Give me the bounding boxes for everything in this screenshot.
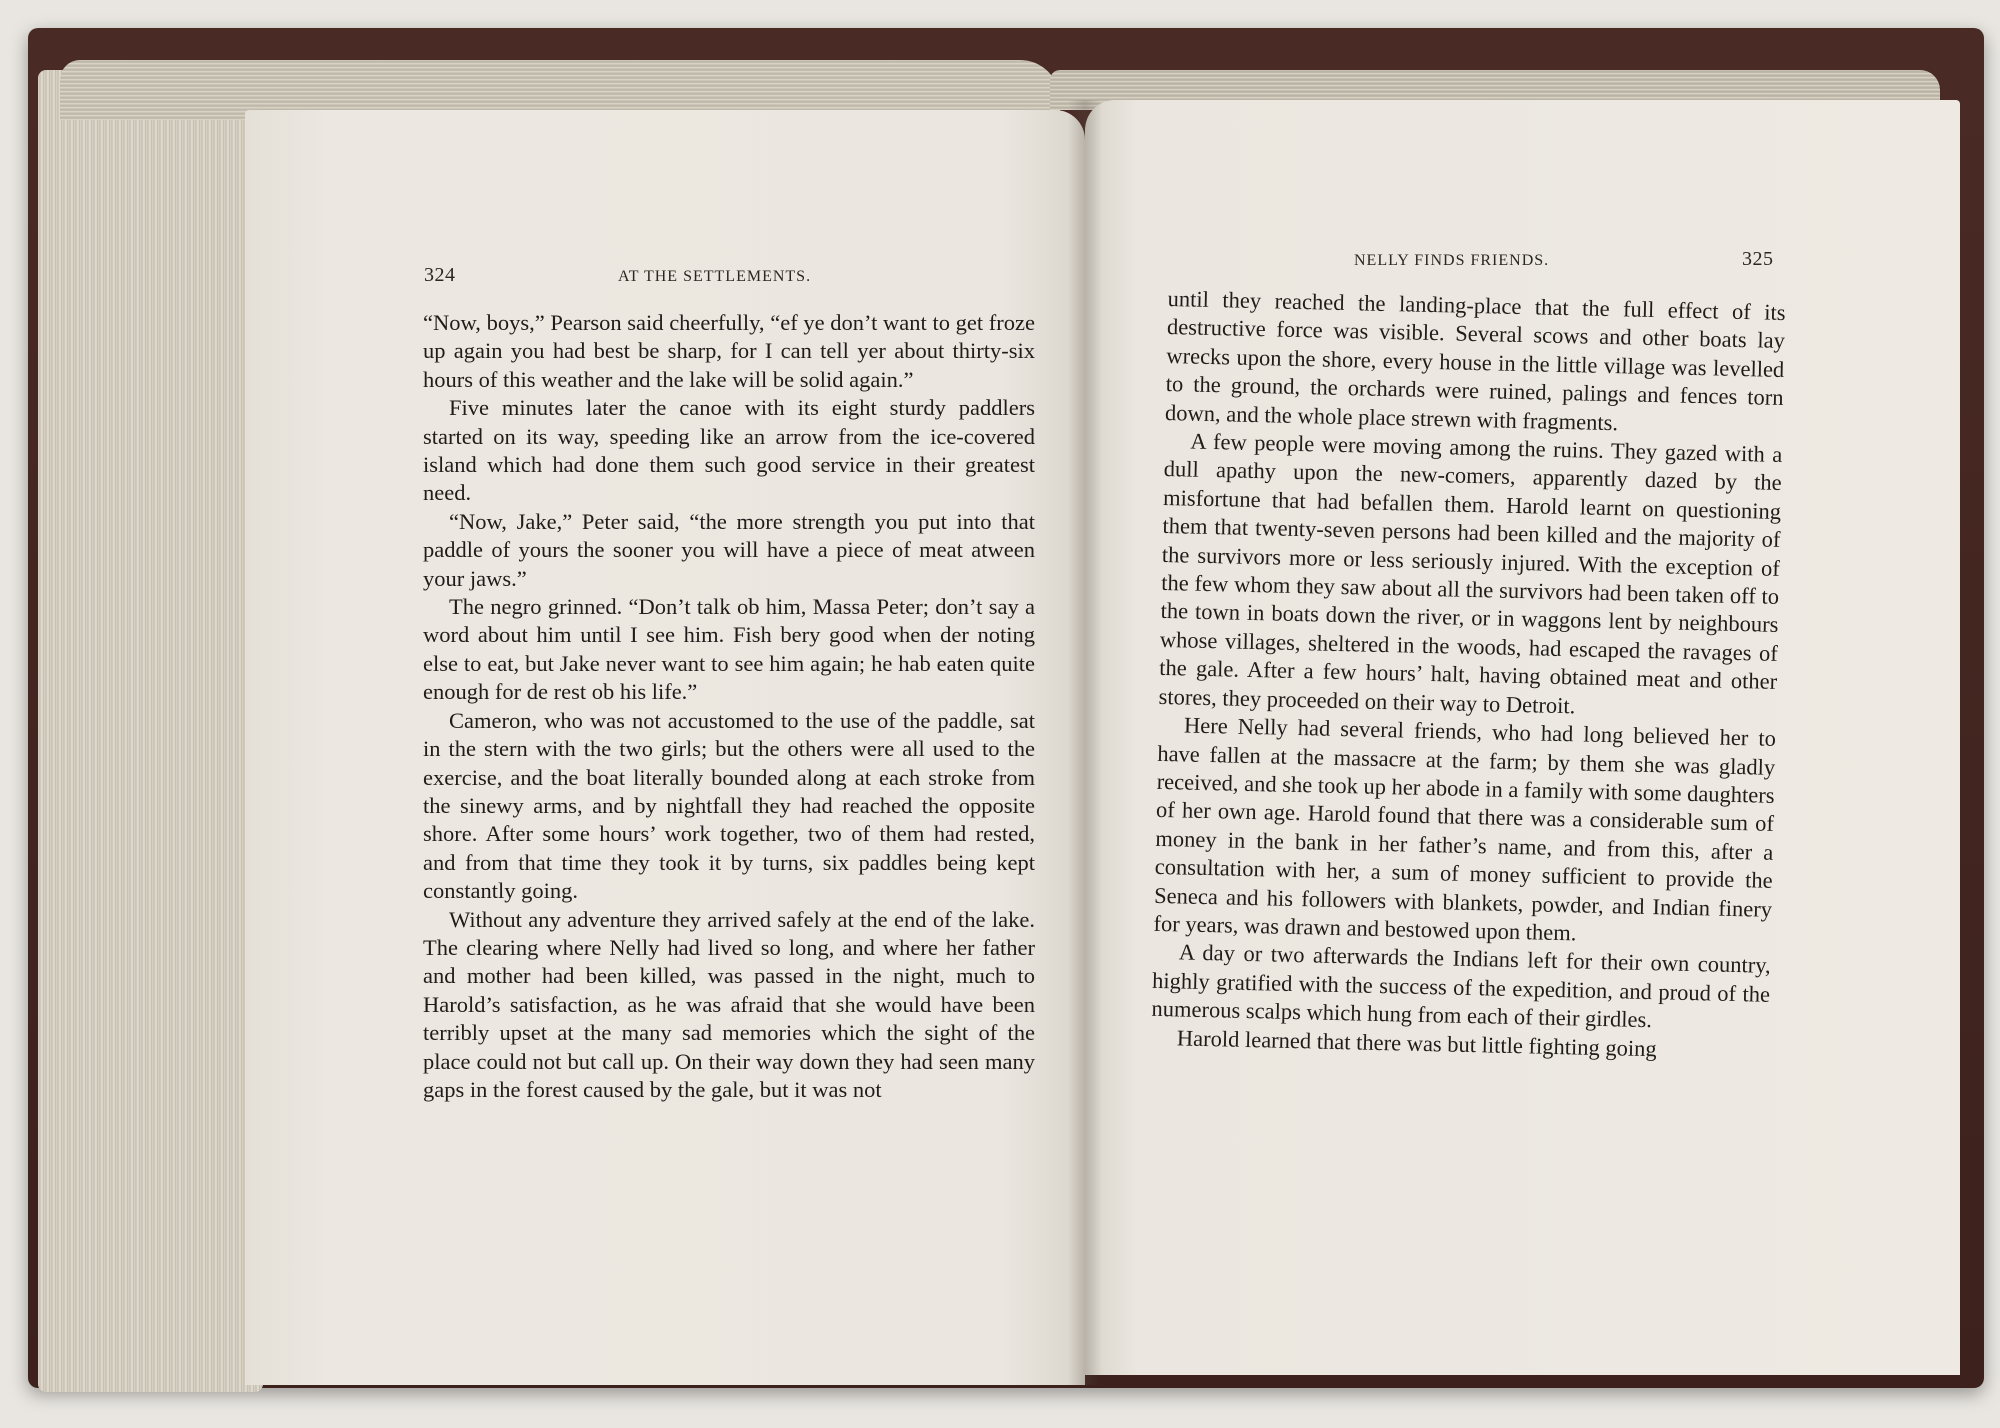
right-page-number: 325 <box>1742 248 1774 270</box>
paragraph: “Now, Jake,” Peter said, “the more strength you put into that paddle of yours the sooner you will have a piece of meat atween your jaws.” <box>423 508 1035 591</box>
left-page-text <box>423 309 1035 1104</box>
book-gutter <box>1068 100 1102 1385</box>
paragraph: A day or two afterwards the Indians left for their own country, highly gratified with the success of the expedition, and proud of the numerous scalps which hung from each of their girdles. <box>1151 939 1771 1033</box>
paragraph: Five minutes later the canoe with its eight sturdy paddlers started on its way, speeding like an arrow from the ice-covered island which had done them such good service in their greatest need. <box>423 395 1035 506</box>
paragraph: “Now, boys,” Pearson said cheerfully, “ef ye don’t want to get froze up again you had best be sharp, for I can tell yer about thirty-six hours of this weather and the lake will be solid again.” <box>423 310 1035 392</box>
paragraph: until they reached the landing-place that the full effect of its destructive force was visible. Several scows and other boats lay wrecks upon the shore, every house in the little village was levelled to the ground, the orchards were ruined, palings and fences torn down, and the whole place strewn with fragments. <box>1164 285 1786 435</box>
right-running-head: NELLY FINDS FRIENDS. <box>1354 252 1550 269</box>
left-running-head: AT THE SETTLEMENTS. <box>618 268 812 285</box>
page-edges-left <box>38 70 263 1392</box>
left-page-number: 324 <box>424 264 456 286</box>
paragraph: Here Nelly had several friends, who had long believed her to have fallen at the massacre at the farm; by them she was gladly received, and she took up her abode in a family with some daughters of her own age. Harold found that there was a considerable sum of money in the bank in her father’s name, and from this, after a consultation with her, a sum of money sufficient to provide the Seneca and his followers with blankets, powder, and Indian finery for years, was drawn and bestowed upon them. <box>1153 712 1777 946</box>
paragraph: The negro grinned. “Don’t talk ob him, Massa Peter; don’t say a word about him until I see him. Fish bery good when der noting else to eat, but Jake never want to see him again; he hab eaten quite enough for de rest ob his life.” <box>423 594 1035 705</box>
paragraph: A few people were moving among the ruins. They gazed with a dull apathy upon the new-comers, apparently dazed by the misfortune that had befallen them. Harold learnt on questioning them that twenty-seven persons had been killed and the majority of the survivors more or less seriously injured. With the exception of the few whom they saw about all the survivors had been taken off to the town in boats down the river, or in waggons lent by neighbours whose villages, sheltered in the woods, had escaped the ravages of the gale. After a few hours’ halt, having obtained meat and other stores, they proceeded on their way to Detroit. <box>1158 428 1783 719</box>
paragraph: Cameron, who was not accustomed to the use of the paddle, sat in the stern with the two girls; but the others were all used to the exercise, and the boat literally bounded along at each stroke from the sinewy arms, and by nightfall they had reached the opposite shore. After some hours’ work together, two of them had rested, and from that time they took it by turns, six paddles being kept constantly going. <box>423 707 1035 904</box>
paragraph: Harold learned that there was but little fighting going <box>1176 1024 1657 1061</box>
paragraph: Without any adventure they arrived safely at the end of the lake. The clearing where Nelly had lived so long, and where her father and mother had been killed, was passed in the night, much to Harold’s satisfaction, as he was afraid that she would have been terribly upset at the many sad memories which the sight of the place could not but call up. On their way down they had seen many gaps in the forest caused by the gale, but it was not <box>423 906 1035 1102</box>
right-page-text <box>1151 285 1786 1066</box>
